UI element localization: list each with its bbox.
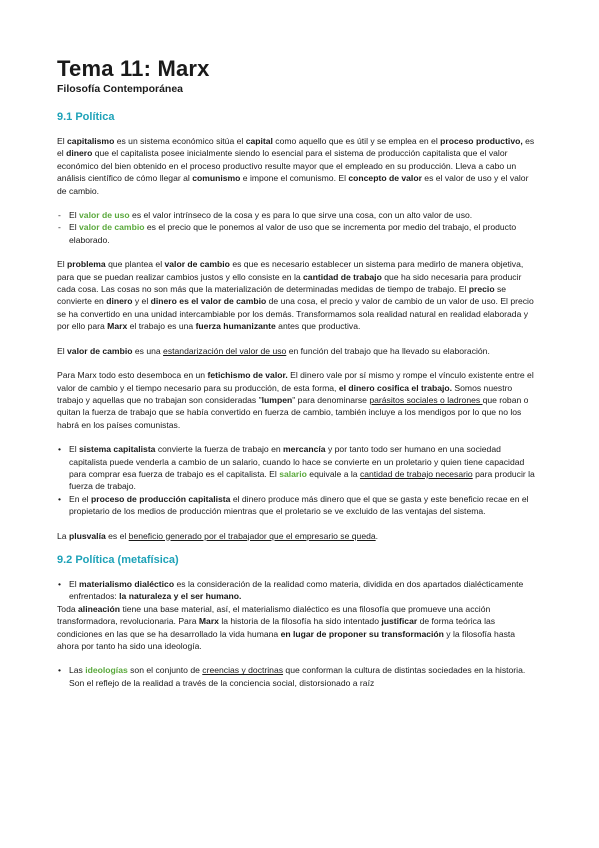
paragraph-plusvalia: La plusvalía es el beneficio generado por el trabajador que el empresario se queda. [57,530,379,541]
paragraph-valor-cambio: El valor de cambio es una estandarización del valor de uso en función del trabajo que ha llevado su elaboración. [57,345,490,356]
section-heading-politica: 9.1 Política [57,111,115,123]
bullet-list-materialismo [57,578,539,603]
list-item: • Las ideologías son el conjunto de creencias y doctrinas que conforman la cultura de distintas sociedades en la historia. Son el reflejo de la realidad a través de la conciencia social, distorsionado a raíz [57,664,539,689]
paragraph-problema: El problema que plantea el valor de cambio es que es necesario establecer un sistema para medirlo de manera objetiva, para que se puedan realizar cambios justos y ello consiste en la cantidad de trabajo que ha sido necesaria para producir cada cosa. Las cosas no son más que la materialización de determinadas medidas de tiempo de trabajo. El precio se convierte en dinero y el dinero es el valor de cambio de una cosa, el precio y valor de cambio de un valor de uso. El precio se ha convertido en una unidad intercambiable por los demás. Transformamos sola realidad natural en realidad elaborada y por ello para Marx el trabajo es una fuerza humanizante antes que productiva. [57,259,534,332]
list-item: • El materialismo dialéctico es la consideración de la realidad como materia, dividida en dos apartados dialécticamente enfrentados: la naturaleza y el ser humano. [57,578,539,603]
dash-list-valores [57,209,539,246]
bullet-list-capitalismo [57,443,539,517]
paragraph-fetichismo: Para Marx todo esto desemboca en un fetichismo de valor. El dinero vale por sí mismo y rompe el vínculo existente entre el valor de cambio y el tiempo necesario para su producción, de esta forma, el dinero cosifica el trabajo. Somos nuestro trabajo y aquellas que no trabajan son consideradas "lumpen" para denominarse parásitos sociales o ladrones que roban o quitan la fuerza de trabajo que se había convertido en fuerza de cambio, también incluye a los mendigos por lo que no los habrá en los países comunistas. [57,370,534,430]
list-item: - El valor de cambio es el precio que le ponemos al valor de uso que se incrementa por medio del trabajo, el producto elaborado. [57,221,539,246]
list-item: • El sistema capitalista convierte la fuerza de trabajo en mercancía y por tanto todo ser humano en una sociedad capitalista puede venderla a cambio de un salario, cuando lo hace se convierte en un proletario y quien tiene capacidad para comprar esa fuerza de trabajo es el capitalista. El salario equivale a la cantidad de trabajo necesario para producir la fuerza de trabajo. [57,443,539,493]
section-heading-metafisica: 9.2 Política (metafísica) [57,553,179,566]
list-item: - El valor de uso es el valor intrínseco de la cosa y es para lo que sirve una cosa, con un alto valor de uso. [57,209,539,221]
page-title: Tema 11: Marx [57,56,210,81]
paragraph-capitalismo: El capitalismo es un sistema económico sitúa el capital como aquello que es útil y se emplea en el proceso productivo, es el dinero que el capitalista posee inicialmente siendo lo esencial para el sistema de producción capitalista que el valor económico del bien obtenido en el proceso productivo resulte mayor que el empleado en su producción. Lleva a cabo un análisis científico de cómo llegar al comunismo e impone el comunismo. El concepto de valor es el valor de uso y el valor de cambio. [57,136,535,196]
list-item: • En el proceso de producción capitalista el dinero produce más dinero que el que se gasta y este beneficio recae en el propietario de los medios de producción mientras que el proletario se ve excluido de las ventajas del sistema. [57,493,539,518]
paragraph-alineacion: Toda alineación tiene una base material, así, el materialismo dialéctico es una filosofía que promueve una acción transformadora, revolucionaria. Para Marx la historia de la filosofía ha sido intentado justificar de forma teórica las condiciones en las que se ha desarrollado la vida humana en lugar de proponer su transformación y la filosofía hasta ahora por tanto ha sido una ideología. [57,603,516,651]
page-subtitle: Filosofía Contemporánea [57,83,184,95]
bullet-list-ideologias [57,664,539,689]
